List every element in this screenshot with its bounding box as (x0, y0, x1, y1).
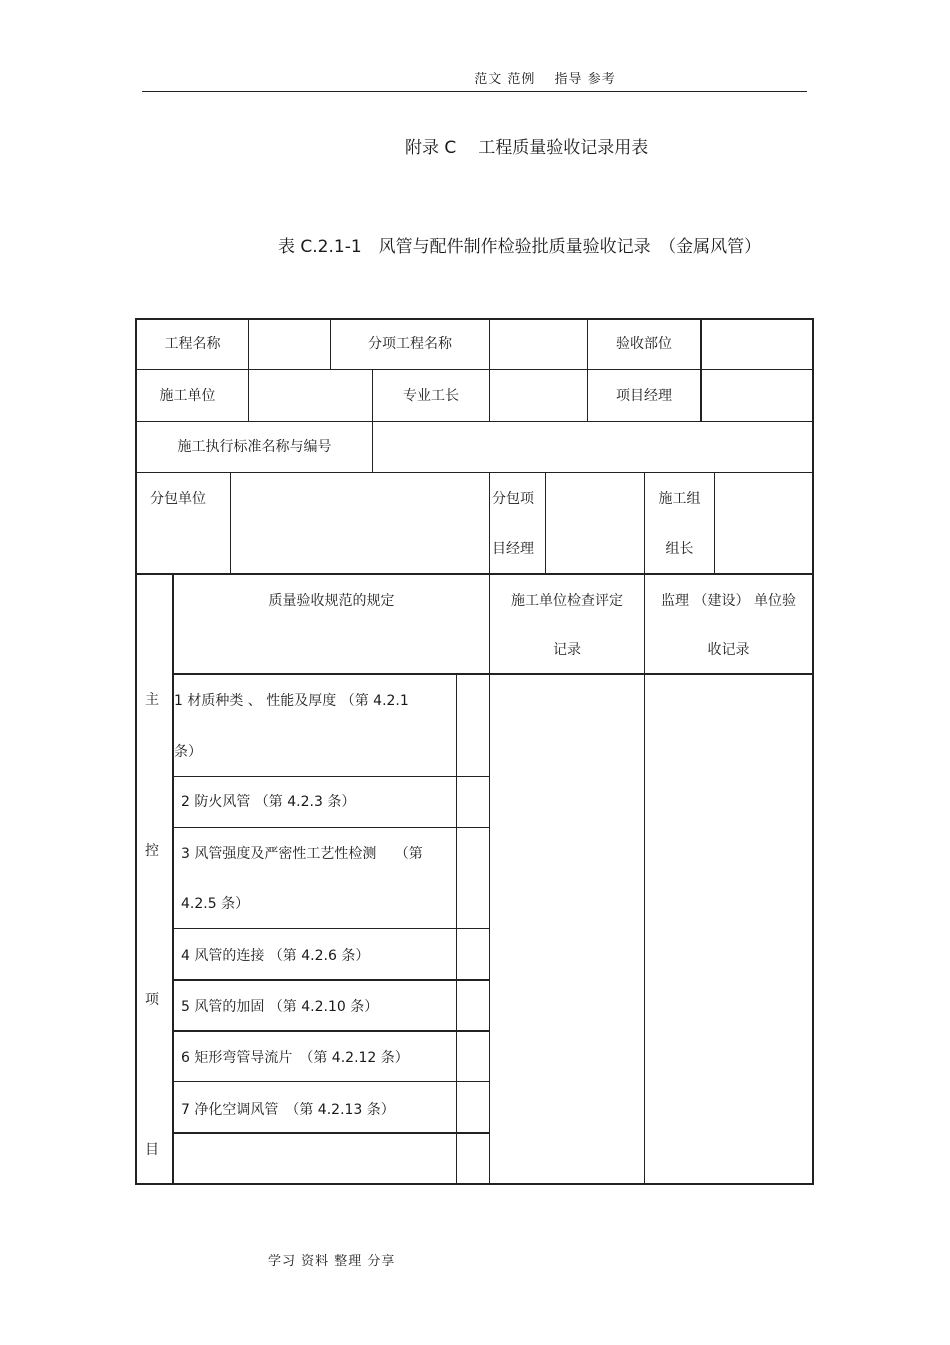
rule-v (700, 318, 702, 370)
header-rule (142, 91, 807, 92)
label-acceptance-part: 验收部位 (616, 336, 672, 352)
header-supervision-line1: 监理 （建设） 单位验 (661, 593, 796, 609)
rule-v (700, 369, 702, 422)
rule-h (173, 673, 814, 675)
item-3-line1: 3 风管强度及严密性工艺性检测 （第 (181, 846, 423, 862)
rule-v (644, 573, 645, 1185)
header-supervision-line2: 收记录 (707, 642, 750, 658)
item-3-line2: 4.2.5 条） (181, 896, 250, 912)
appendix-name: 工程质量验收记录用表 (478, 138, 649, 158)
rule-h (136, 573, 814, 575)
item-4: 4 风管的连接 （第 4.2.6 条） (181, 948, 370, 964)
label-project-manager: 项目经理 (616, 388, 672, 404)
label-team-leader-line1: 施工组 (658, 491, 701, 507)
rule-v (489, 369, 490, 422)
rule-h (173, 1081, 490, 1082)
rule-v (248, 318, 249, 370)
label-construction-unit: 施工单位 (159, 388, 216, 404)
rule-v (714, 472, 715, 575)
rule-v (248, 369, 249, 422)
label-project-name: 工程名称 (164, 336, 221, 352)
rule-v (545, 472, 546, 575)
item-6: 6 矩形弯管导流片 （第 4.2.12 条） (181, 1050, 409, 1066)
page-footer: 学习 资料 整理 分享 (268, 1254, 396, 1269)
label-team-leader-line2: 组长 (665, 541, 694, 557)
rule-v (489, 318, 490, 370)
label-subcontract-pm-line1: 分包项 (492, 491, 534, 507)
rule-h (136, 421, 814, 422)
header-spec: 质量验收规范的规定 (268, 593, 395, 609)
rule-v (230, 472, 231, 575)
rule-h (136, 472, 814, 473)
section-char: 控 (145, 843, 159, 859)
table-title: 表 C.2.1-1 风管与配件制作检验批质量验收记录 （金属风管） (278, 237, 762, 257)
label-sub-project-name: 分项工程名称 (368, 336, 452, 352)
rule-v (172, 573, 174, 1185)
item-2: 2 防火风管 （第 4.2.3 条） (181, 794, 356, 810)
rule-v (489, 573, 490, 1185)
header-inspection-line1: 施工单位检查评定 (511, 593, 623, 609)
item-1-line2: 条） (174, 744, 202, 760)
rule-h (136, 1183, 814, 1185)
appendix-label: 附录 C (405, 138, 457, 158)
item-7: 7 净化空调风管 （第 4.2.13 条） (181, 1102, 395, 1118)
rule-v (372, 421, 373, 473)
label-subcontract-unit: 分包单位 (150, 491, 206, 507)
rule-h (173, 1030, 490, 1032)
rule-v (644, 472, 645, 575)
rule-v (456, 673, 457, 1185)
section-char: 目 (145, 1142, 159, 1158)
rule-h (136, 318, 814, 320)
rule-h (173, 979, 490, 981)
rule-v (812, 318, 814, 1185)
rule-h (173, 827, 490, 828)
page-header: 范文 范例 指导 参考 (474, 72, 616, 87)
rule-h (173, 1132, 490, 1134)
section-char: 项 (145, 992, 159, 1008)
item-1-line1: 1 材质种类 、 性能及厚度 （第 4.2.1 (174, 693, 409, 709)
label-professional-foreman: 专业工长 (403, 388, 459, 404)
label-subcontract-pm-line2: 目经理 (492, 541, 534, 557)
rule-v (489, 472, 490, 575)
rule-h (173, 776, 490, 777)
item-5: 5 风管的加固 （第 4.2.10 条） (181, 999, 379, 1015)
rule-h (136, 369, 814, 370)
rule-h (173, 928, 490, 929)
section-char: 主 (145, 692, 159, 708)
appendix-title (405, 133, 648, 158)
header-inspection-line2: 记录 (553, 642, 581, 658)
label-standard-name: 施工执行标准名称与编号 (177, 439, 332, 455)
